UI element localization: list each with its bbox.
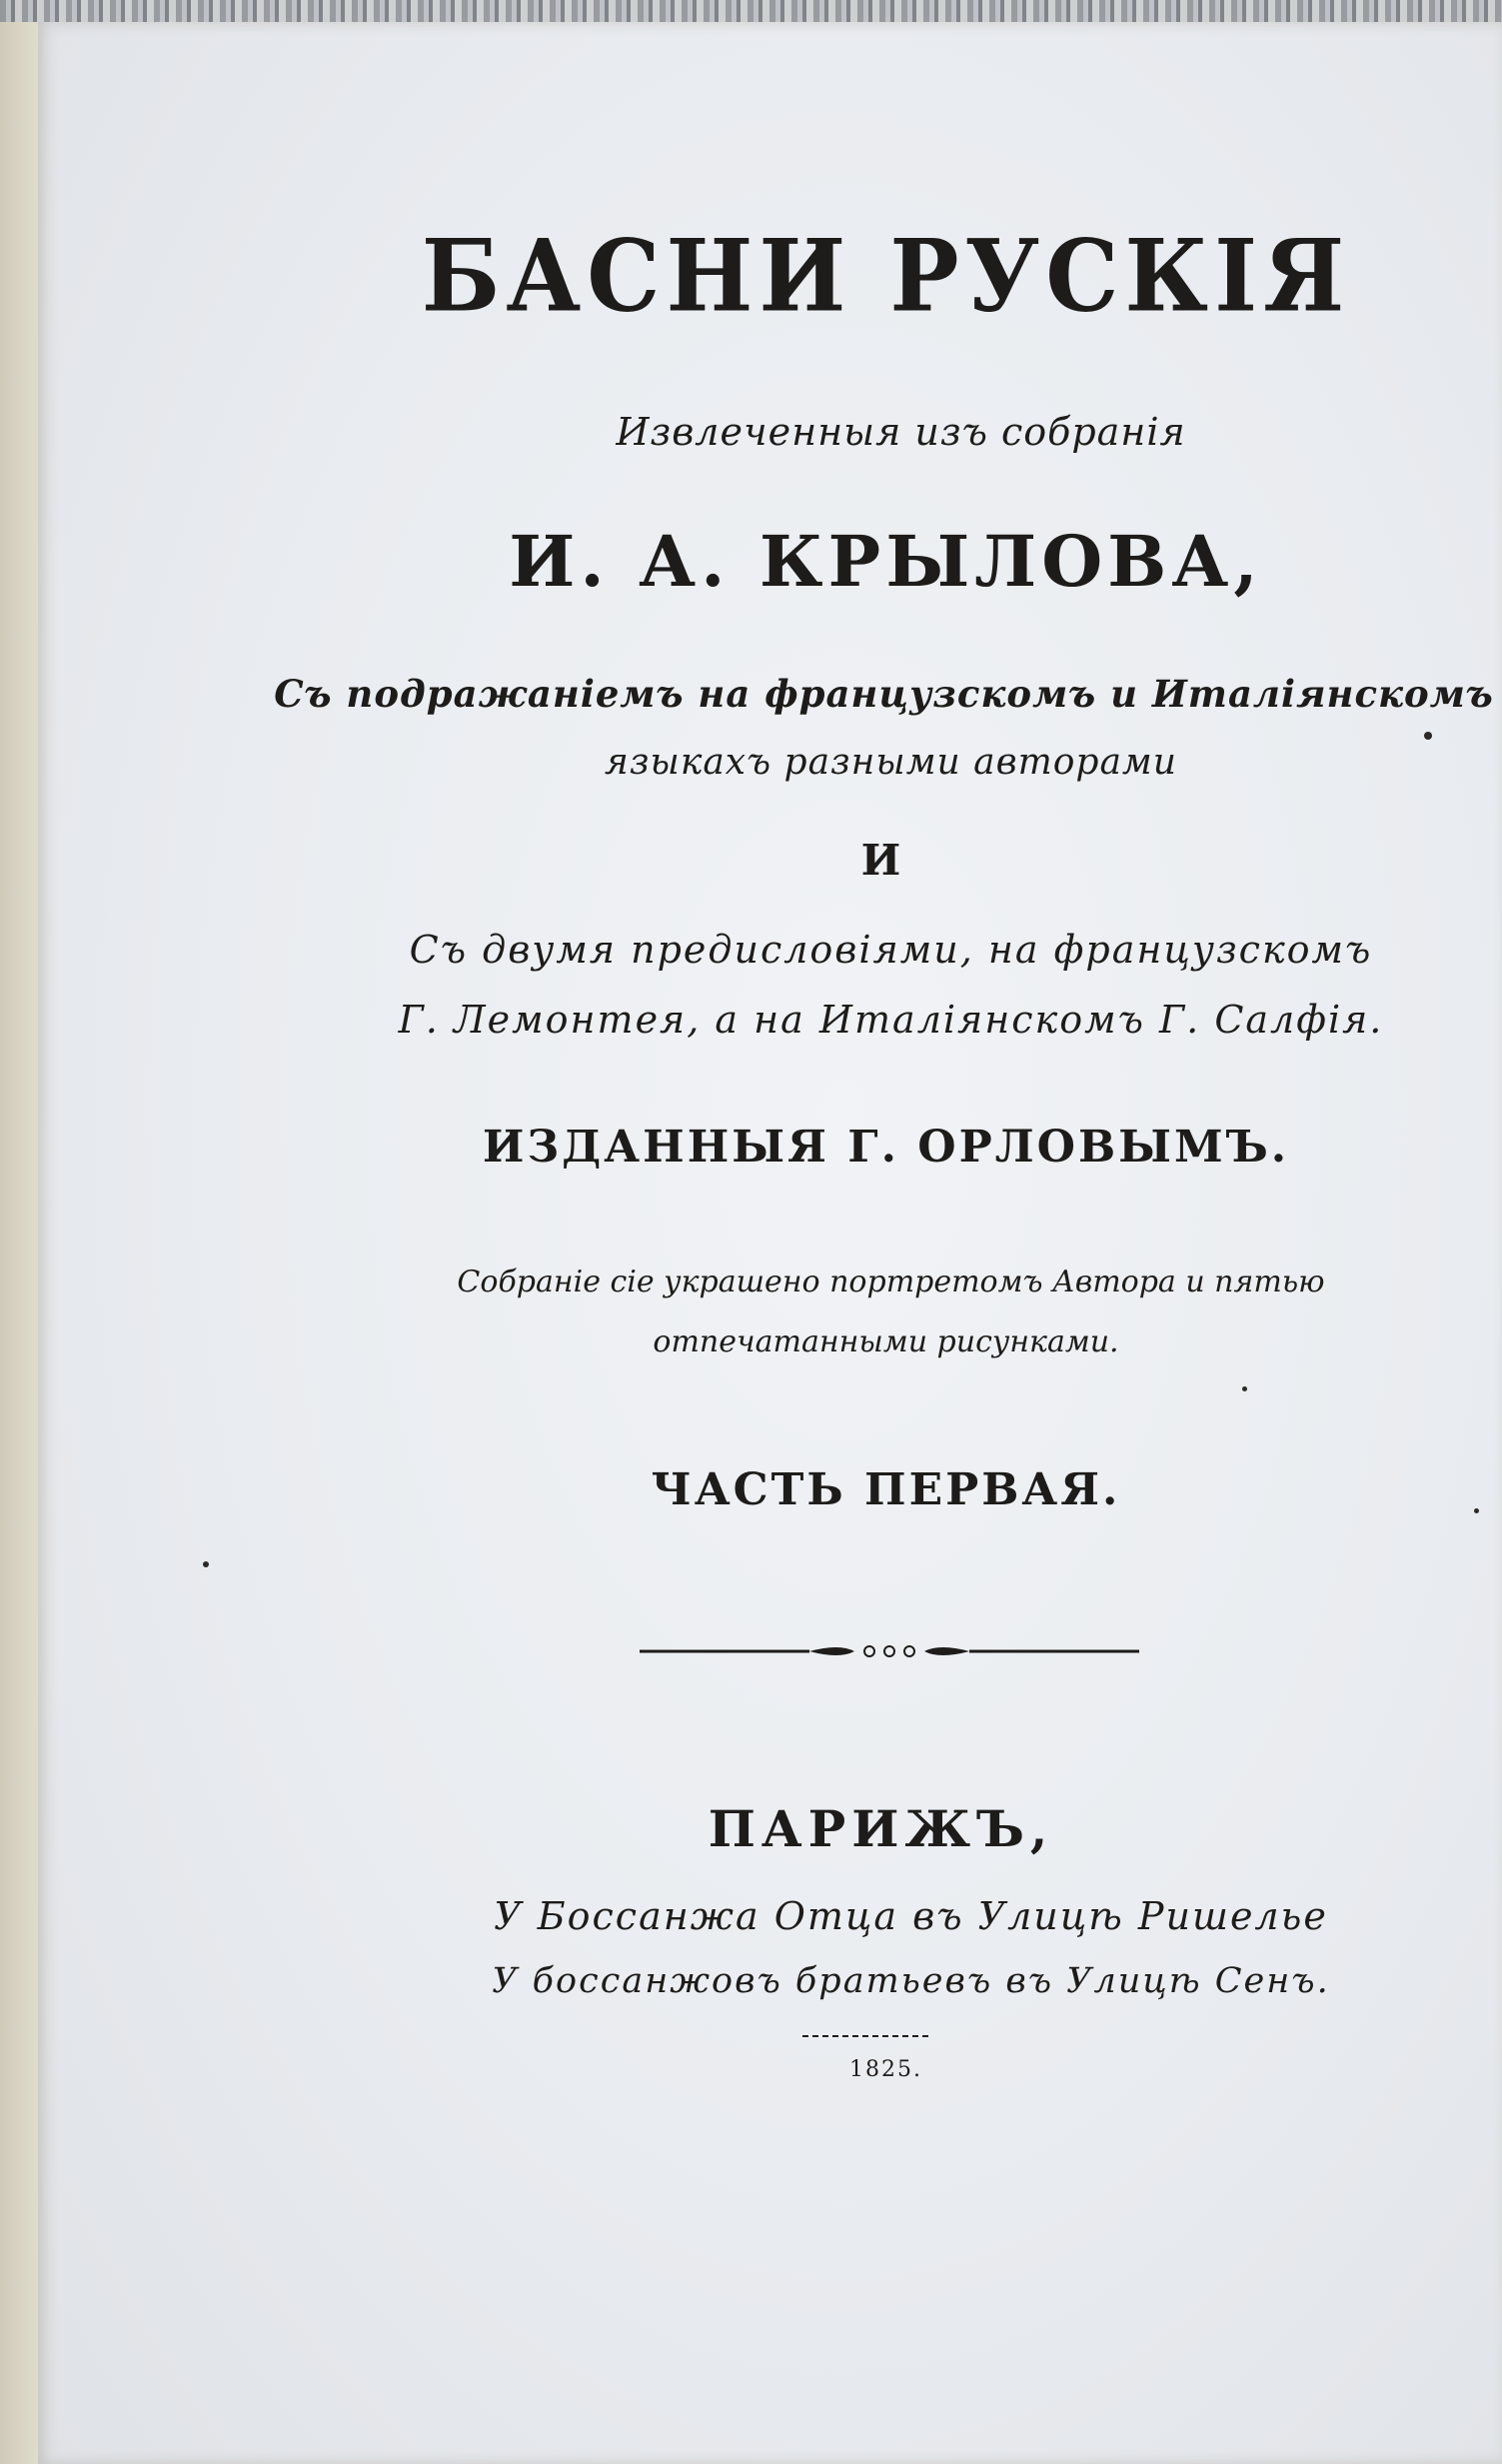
ink-speck (203, 1561, 209, 1567)
imprint-address-1: У Боссанжа Отца въ Улицѣ Ришелье (494, 1894, 1328, 1938)
book-title: БАСНИ РУСКІЯ (421, 217, 1351, 335)
decoration-note-line-1: Собраніе сіе украшено портретомъ Автора и пятью (457, 1264, 1325, 1299)
imitation-line-2: языкахъ разными авторами (605, 742, 1177, 783)
conjunction-and: И (860, 836, 901, 885)
book-subtitle: Извлеченныя изъ собранія (616, 410, 1186, 454)
marbled-board-edge (0, 0, 1502, 22)
title-page (38, 22, 1502, 2464)
small-dotted-rule (802, 2031, 932, 2041)
imprint-year: 1825. (849, 2057, 922, 2082)
prefaces-line-2: Г. Лемонтея, а на Италіянскомъ Г. Салфія. (398, 998, 1384, 1042)
part-heading: ЧАСТЬ ПЕРВАЯ. (651, 1464, 1121, 1515)
ink-speck (1424, 732, 1432, 740)
publisher-line: ИЗДАННЫЯ Г. ОРЛОВЫМЪ. (482, 1122, 1290, 1173)
imprint-city: ПАРИЖЪ, (708, 1799, 1054, 1858)
ink-speck (1242, 1386, 1247, 1391)
imprint-address-2: У боссанжовъ братьевъ въ Улицѣ Сенъ. (492, 1961, 1330, 2001)
ornamental-divider (640, 1639, 1139, 1663)
decoration-note-line-2: отпечатанными рисунками. (653, 1324, 1119, 1359)
prefaces-line-1: Съ двумя предисловіями, на французскомъ (409, 928, 1373, 972)
author-name: И. А. КРЫЛОВА, (509, 520, 1263, 603)
imitation-line-1: Съ подражаніемъ на французскомъ и Италіянскомъ (274, 672, 1494, 716)
